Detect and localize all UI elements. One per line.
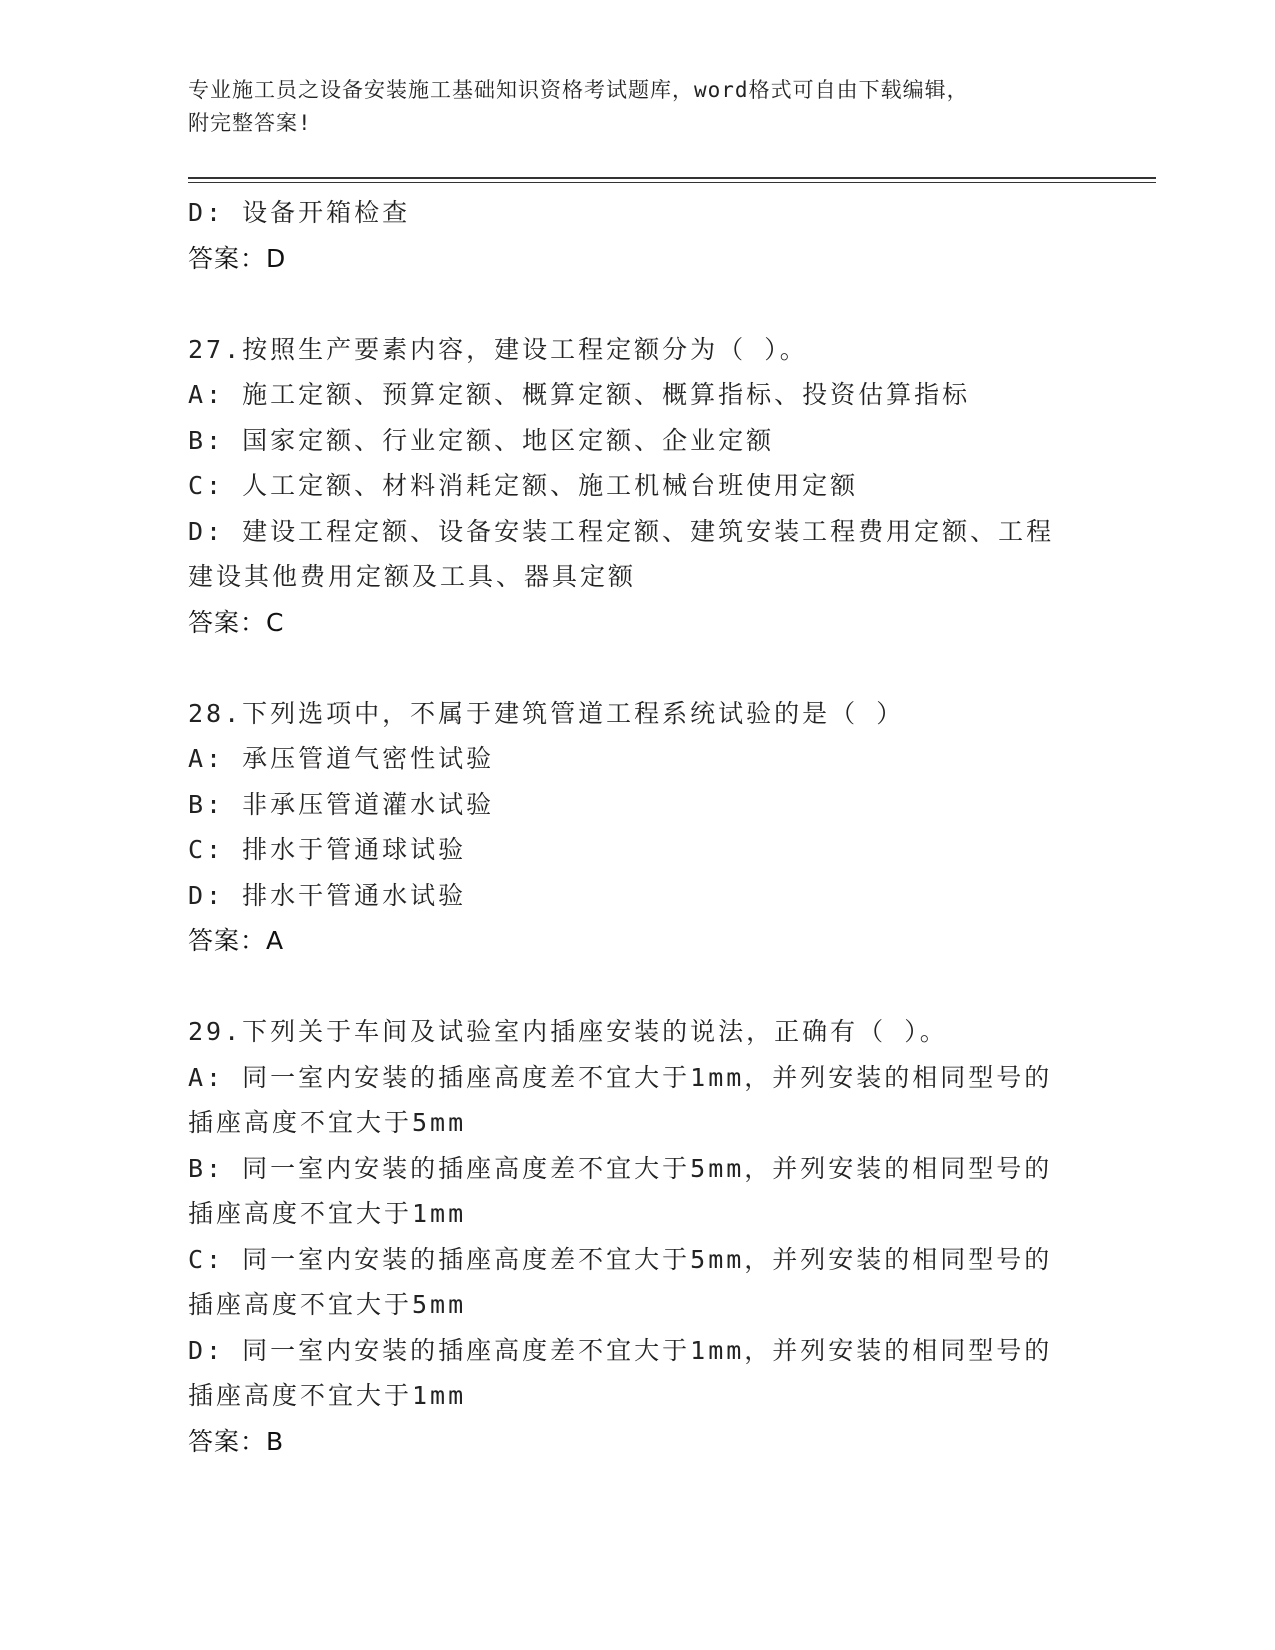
blank-line xyxy=(188,281,1088,327)
answer-line: 答案：C xyxy=(188,607,285,637)
question-line: B: 国家定额、行业定额、地区定额、企业定额 xyxy=(188,425,775,455)
answer-line: 答案：A xyxy=(188,926,285,955)
question-line: C: 排水于管通球试验 xyxy=(188,835,467,864)
question-line: D: 排水干管通水试验 xyxy=(188,880,467,910)
answer-line: 答案：D xyxy=(188,243,287,273)
question-line: 插座高度不宜大于5mm xyxy=(188,1108,467,1137)
blank-line xyxy=(188,964,1088,1010)
question-line: A: 承压管道气密性试验 xyxy=(188,744,495,773)
question-line: B: 同一室内安装的插座高度差不宜大于5mm，并列安装的相同型号的 xyxy=(188,1153,1053,1183)
question-line: 27.按照生产要素内容，建设工程定额分为（ ）。 xyxy=(188,334,808,364)
question-line: 插座高度不宜大于1mm xyxy=(188,1381,467,1410)
question-line: B: 非承压管道灌水试验 xyxy=(188,789,495,819)
header-line-2: 附完整答案! xyxy=(188,111,312,135)
question-line: 29.下列关于车间及试验室内插座安装的说法，正确有（ ）。 xyxy=(188,1017,948,1046)
question-line: A: 施工定额、预算定额、概算定额、概算指标、投资估算指标 xyxy=(188,380,971,409)
document-header xyxy=(188,74,1088,140)
answer-line: 答案：B xyxy=(188,1426,285,1456)
question-content xyxy=(188,190,1088,1464)
header-line-1: 专业施工员之设备安装施工基础知识资格考试题库，word格式可自由下载编辑， xyxy=(188,78,969,102)
header-rule-thin xyxy=(188,182,1156,183)
question-line: D: 建设工程定额、设备安装工程定额、建筑安装工程费用定额、工程 xyxy=(188,516,1055,546)
question-line: 建设其他费用定额及工具、器具定额 xyxy=(188,562,637,591)
question-line: 插座高度不宜大于1mm xyxy=(188,1199,467,1228)
question-line: D: 设备开箱检查 xyxy=(188,198,411,227)
question-line: 插座高度不宜大于5mm xyxy=(188,1290,467,1319)
question-line: D: 同一室内安装的插座高度差不宜大于1mm，并列安装的相同型号的 xyxy=(188,1335,1053,1365)
header-rule-thick xyxy=(188,177,1156,179)
question-line: A: 同一室内安装的插座高度差不宜大于1mm，并列安装的相同型号的 xyxy=(188,1062,1053,1092)
blank-line xyxy=(188,645,1088,691)
question-line: 28.下列选项中，不属于建筑管道工程系统试验的是（ ） xyxy=(188,698,905,728)
question-line: C: 同一室内安装的插座高度差不宜大于5mm，并列安装的相同型号的 xyxy=(188,1244,1053,1274)
question-line: C: 人工定额、材料消耗定额、施工机械台班使用定额 xyxy=(188,471,859,500)
